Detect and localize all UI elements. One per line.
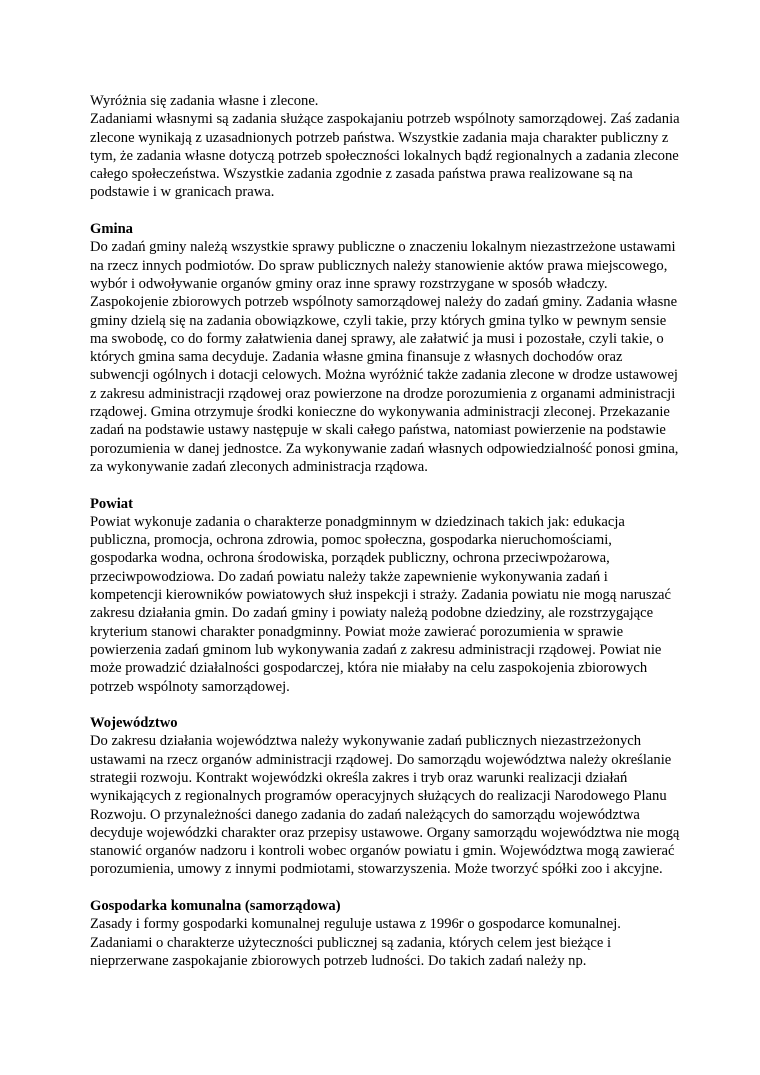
paragraph-spacer xyxy=(90,202,680,220)
section-paragraph-wojewodztwo: Do zakresu działania województwa należy wykonywanie zadań publicznych niezastrzeżonych ustawami na rzecz organów administracji rządowej. Do samorządu województwa należy określanie strategii rozwoju. Kontrakt wojewódzki określa zakres i tryb oraz warunki realizacji działań wynikających z regionalnych programów operacyjnych służących do realizacji Narodowego Planu Rozwoju. O przynależności danego zadania do zadań należących do samorządu województwa decyduje wojewódzki charakter oraz przepisy ustawowe. Organy samorządu województwa nie mogą stanowić organów nadzoru i kontroli wobec organów powiatu i gmin. Województwa mogą zawierać porozumienia, umowy z innymi podmiotami, stowarzyszenia. Może tworzyć spółki zoo i akcyjne. xyxy=(90,733,680,878)
intro-paragraph: Zadaniami własnymi są zadania służące zaspokajaniu potrzeb wspólnoty samorządowej. Zaś zadania zlecone wynikają z uzasadnionych potrzeb państwa. Wszystkie zadania maja charakter publiczny z tym, że zadania własne dotyczą potrzeb społeczności lokalnych bądź regionalnych a zadania zlecone całego społeczeństwa. Wszystkie zadania zgodnie z zasada państwa prawa realizowane są na podstawie i w granicach prawa. xyxy=(90,111,680,201)
document-page xyxy=(90,92,680,970)
section-heading-gospodarka-komunalna: Gospodarka komunalna (samorządowa) xyxy=(90,898,341,915)
section-paragraph-gospodarka-komunalna: Zasady i formy gospodarki komunalnej reguluje ustawa z 1996r o gospodarce komunalnej. Zadaniami o charakterze użyteczności publicznej są zadania, których celem jest bieżące i nieprzerwane zaspokajanie zbiorowych potrzeb ludności. Do takich zadań należy np. xyxy=(90,916,621,969)
paragraph-spacer xyxy=(90,476,680,494)
section-heading-wojewodztwo: Województwo xyxy=(90,715,178,732)
paragraph-spacer xyxy=(90,879,680,897)
paragraph-spacer xyxy=(90,696,680,714)
intro-first-line: Wyróżnia się zadania własne i zlecone. xyxy=(90,93,319,109)
section-heading-gmina: Gmina xyxy=(90,221,133,238)
section-paragraph-powiat: Powiat wykonuje zadania o charakterze ponadgminnym w dziedzinach takich jak: edukacja publiczna, promocja, ochrona zdrowia, pomoc społeczna, gospodarka nieruchomościami, gospodarka wodna, ochrona środowiska, porządek publiczny, ochrona przeciwpożarowa, przeciwpowodziowa. Do zadań powiatu należy także zapewnienie wykonywania zadań i kompetencji kierowników powiatowych służ inspekcji i straży. Zadania powiatu nie mogą naruszać zakresu działania gmin. Do zadań gminy i powiaty należą podobne dziedziny, ale rozstrzygające kryterium stanowi charakter ponadgminny. Powiat może zawierać porozumienia w sprawie powierzenia zadań gminom lub wykonywania zadań z zakresu administracji rządowej. Powiat nie może prowadzić działalności gospodarczej, która nie miałaby na celu zaspokojenia zbiorowych potrzeb wspólnoty samorządowej. xyxy=(90,513,672,695)
section-paragraph-gmina: Do zadań gminy należą wszystkie sprawy publiczne o znaczeniu lokalnym niezastrzeżone ustawami na rzecz innych podmiotów. Do spraw publicznych należy stanowienie aktów prawa miejscowego, wybór i odwoływanie organów gminy oraz inne sprawy rozstrzygane w sposób władczy. Zaspokojenie zbiorowych potrzeb wspólnoty samorządowej należy do zadań gminy. Zadania własne gminy dzielą się na zadania obowiązkowe, czyli takie, przy których gmina tylko w pewnym sensie ma swobodę, co do formy załatwienia danej sprawy, ale załatwić ja musi i pozostałe, czyli takie, o których gmina sama decyduje. Zadania własne gmina finansuje z własnych dochodów oraz subwencji ogólnych i dotacji celowych. Można wyróżnić także zadania zlecone w drodze ustawowej z zakresu administracji rządowej oraz powierzone na drodze porozumienia z organami administracji rządowej. Gmina otrzymuje środki konieczne do wykonywania administracji zleconej. Przekazanie zadań na podstawie ustawy następuje w skali całego państwa, natomiast powierzenie na podstawie porozumienia w danej jednostce. Za wykonywanie zadań własnych odpowiedzialność ponosi gmina, za wykonywanie zadań zleconych administracja rządowa. xyxy=(90,239,679,475)
section-heading-powiat: Powiat xyxy=(90,495,133,512)
